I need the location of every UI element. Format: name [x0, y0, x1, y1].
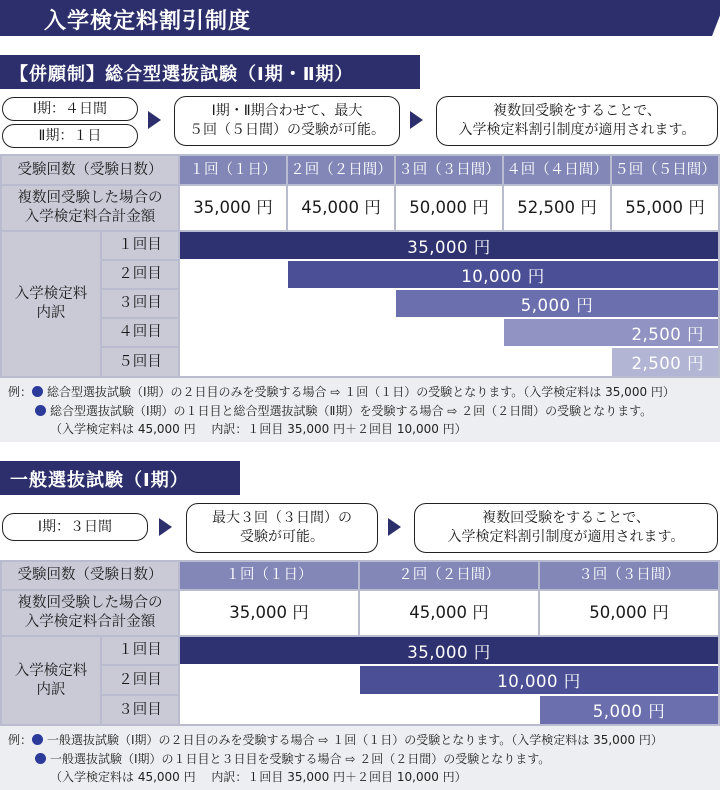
section1-note-text: 総合型選抜試験（Ⅰ期）の２日目のみを受験する場合 ⇨ １回（１日）の受験となります。（入学検定料は 35,000 円） [47, 385, 675, 399]
arrow-icon [410, 111, 423, 129]
section1-total-label [2, 186, 178, 230]
section2-pill-discount [414, 503, 718, 553]
section2-row-label: ２回目 [102, 666, 178, 694]
page-title: 入学検定料割引制度 [44, 9, 252, 34]
section1-pill-discount-line1: 複数回受験をすることで、 [493, 103, 661, 120]
section1-pill-max-line1: Ⅰ期・Ⅱ期合わせて、最大 [211, 103, 363, 120]
bullet-icon [35, 405, 46, 416]
section2-col-header: １回（１日） [180, 562, 358, 589]
section2-bar: 10,000 円 [360, 666, 718, 694]
title-bar [0, 0, 720, 40]
section2-row-label: ３回目 [102, 696, 178, 724]
section1-note-prefix: 例： [8, 385, 33, 399]
section2-pill-discount-line2: 入学検定料割引制度が適用されます。 [447, 529, 685, 545]
section1-total-value: 52,500 円 [504, 186, 610, 230]
section2-breakdown-label [2, 637, 100, 724]
section2-breakdown-label-line2: 内訳 [36, 681, 66, 698]
section1-note: （入学検定料は 45,000 円 内訳：１回目 35,000 円＋２回目 10,000 円） [50, 422, 467, 436]
section2-bar: 35,000 円 [180, 637, 718, 664]
section2-total-value: 50,000 円 [540, 591, 718, 635]
section1-row-label: ２回目 [102, 261, 178, 288]
section1-total-value: 35,000 円 [180, 186, 286, 230]
arrow-icon [159, 518, 172, 536]
section2-pill-max-line1: 最大３回（３日間）の [212, 510, 352, 527]
section1-row-label: ３回目 [102, 290, 178, 317]
section2-pill-discount-line1: 複数回受験をすることで、 [482, 510, 650, 527]
section1-header-label: 受験回数（受験日数） [2, 156, 178, 184]
bullet-icon [35, 753, 46, 764]
section1-pill-max [174, 96, 400, 146]
section2-total-label-line1: 複数回受験した場合の [17, 595, 163, 612]
section2-pill-max-line2: 受験が可能。 [240, 529, 324, 545]
section1-bar: 2,500 円 [612, 348, 718, 376]
section2-note-text: 一般選抜試験（Ⅰ期）の１日目と３日目を受験する場合 ⇨ ２回（２日間）の受験となります。 [50, 752, 551, 766]
section1-total-value: 55,000 円 [612, 186, 718, 230]
section1-total-label-line1: 複数回受験した場合の [17, 190, 163, 207]
section2-row-label: １回目 [102, 637, 178, 664]
section1-col-header: ２回（２日間） [288, 156, 394, 184]
section2-total-value: 45,000 円 [360, 591, 538, 635]
section1-row-label: ５回目 [102, 348, 178, 376]
bullet-icon [32, 734, 43, 745]
section1-note-text: 総合型選抜試験（Ⅰ期）の１日目と総合型選抜試験（Ⅱ期）を受験する場合 ⇨ ２回（２日間）の受験となります。 [50, 404, 653, 418]
section2-breakdown-label-line1: 入学検定料 [14, 662, 88, 679]
section1-pill-period2: Ⅱ期：１日 [2, 124, 138, 148]
section2-note [35, 750, 550, 767]
section2-note: （入学検定料は 45,000 円 内訳：１回目 35,000 円＋２回目 10,000 円） [50, 770, 467, 784]
section1-heading: 【併願制】総合型選抜試験（Ⅰ期・Ⅱ期） [0, 55, 420, 89]
section1-row-label: ４回目 [102, 319, 178, 346]
section1-bar: 2,500 円 [504, 319, 718, 346]
section2-note-prefix: 例： [8, 733, 33, 747]
section1-total-label-line2: 入学検定料合計金額 [24, 209, 156, 225]
section1-note [8, 383, 675, 400]
arrow-icon [148, 111, 161, 129]
section2-header-label: 受験回数（受験日数） [2, 562, 178, 589]
section1-col-header: ３回（３日間） [396, 156, 502, 184]
section1-total-value: 50,000 円 [396, 186, 502, 230]
section1-bar: 10,000 円 [288, 261, 718, 288]
section1-col-header: ５回（５日間） [612, 156, 718, 184]
section1-col-header: １回（１日） [180, 156, 286, 184]
section2-col-header: ３回（３日間） [540, 562, 718, 589]
section1-col-header: ４回（４日間） [504, 156, 610, 184]
section2-bar: 5,000 円 [540, 696, 718, 724]
section1-total-value: 45,000 円 [288, 186, 394, 230]
section2-pill-max [186, 503, 378, 553]
section2-note [8, 731, 663, 748]
section2-note-text: 一般選抜試験（Ⅰ期）の２日目のみを受験する場合 ⇨ １回（１日）の受験となります。（入学検定料は 35,000 円） [47, 733, 663, 747]
section1-row-label: １回目 [102, 232, 178, 259]
section2-total-label [2, 591, 178, 635]
section1-note [35, 402, 652, 419]
arrow-icon [388, 518, 401, 536]
section2-pill-period: Ⅰ期：３日間 [2, 513, 148, 541]
section1-bar: 5,000 円 [396, 290, 718, 317]
section1-pill-discount [436, 96, 718, 146]
section1-breakdown-label [2, 232, 100, 376]
section1-pill-discount-line2: 入学検定料割引制度が適用されます。 [458, 122, 696, 138]
section1-breakdown-label-line1: 入学検定料 [14, 286, 88, 303]
section2-total-value: 35,000 円 [180, 591, 358, 635]
section2-col-header: ２回（２日間） [360, 562, 538, 589]
section2-heading: 一般選抜試験（Ⅰ期） [0, 461, 240, 495]
section1-pill-max-line2: ５回（５日間）の受験が可能。 [189, 122, 385, 138]
section1-bar: 35,000 円 [180, 232, 718, 259]
section1-breakdown-label-line2: 内訳 [36, 305, 66, 321]
bullet-icon [32, 386, 43, 397]
section2-total-label-line2: 入学検定料合計金額 [24, 614, 156, 630]
section1-pill-period1: Ⅰ期：４日間 [2, 97, 138, 121]
